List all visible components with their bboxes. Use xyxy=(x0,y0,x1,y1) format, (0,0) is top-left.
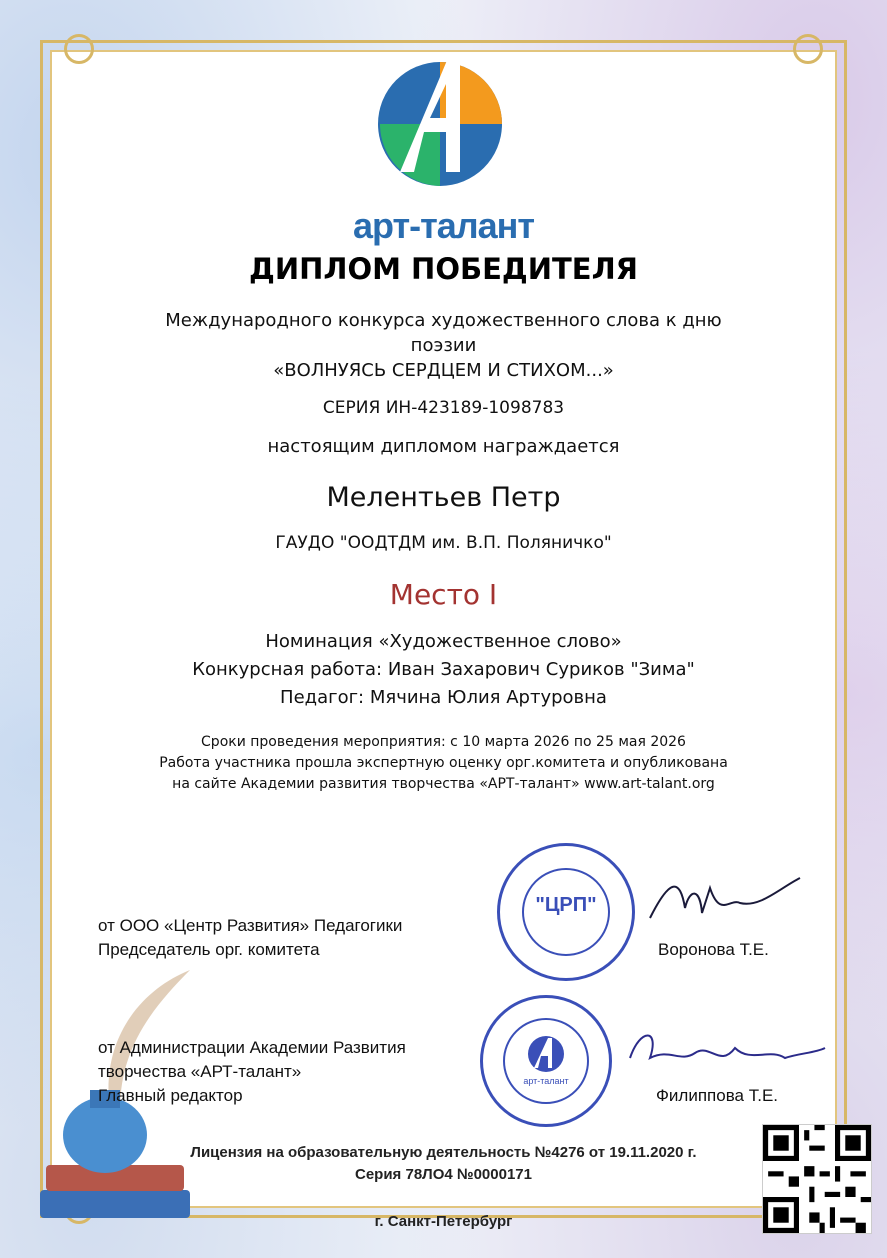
signature-block-center-razvitiya xyxy=(98,914,402,962)
brand-name: арт-талант xyxy=(352,205,535,246)
terms-line: Работа участника прошла экспертную оценку орг.комитета и опубликована xyxy=(159,755,728,771)
terms-line: на сайте Академии развития творчества «АРТ-талант» www.art-talant.org xyxy=(172,776,715,792)
contest-line: «ВОЛНУЯСЬ СЕРДЦЕМ И СТИХОМ...» xyxy=(273,360,614,381)
contest-line: Международного конкурса художественного слова к дню xyxy=(165,310,722,331)
signature-line: Главный редактор xyxy=(98,1086,243,1105)
stamp-text: "ЦРП" xyxy=(535,894,597,916)
handwritten-signature-icon xyxy=(640,868,810,938)
stamp-logo-icon xyxy=(526,1034,566,1074)
official-stamp-icon xyxy=(497,843,635,981)
nomination: Номинация «Художественное слово» xyxy=(265,631,622,652)
series-number: СЕРИЯ ИН-423189-1098783 xyxy=(322,398,565,418)
signature-line: от Администрации Академии Развития xyxy=(98,1038,406,1057)
official-stamp-icon xyxy=(480,995,612,1127)
license-line: Серия 78ЛО4 №0000171 xyxy=(355,1166,532,1183)
art-talant-logo-icon xyxy=(370,52,510,192)
diploma-title: ДИПЛОМ ПОБЕДИТЕЛЯ xyxy=(248,252,638,286)
place-award: Место I xyxy=(389,578,498,611)
signer-name: Воронова Т.Е. xyxy=(658,940,769,959)
contest-description xyxy=(140,308,747,383)
license-info xyxy=(140,1142,747,1186)
city: г. Санкт-Петербург xyxy=(374,1213,513,1230)
signature-block-art-talant xyxy=(98,1036,406,1108)
terms-block xyxy=(120,732,767,795)
awarded-text: настоящим дипломом награждается xyxy=(267,436,620,457)
terms-line: Сроки проведения мероприятия: с 10 марта 2026 по 25 мая 2026 xyxy=(201,734,686,750)
signer-name: Филиппова Т.Е. xyxy=(656,1086,779,1105)
signature-line: творчества «АРТ-талант» xyxy=(98,1062,302,1081)
license-line: Лицензия на образовательную деятельность №4276 от 19.11.2020 г. xyxy=(190,1144,697,1161)
qr-code-icon[interactable] xyxy=(762,1124,872,1234)
participant-name: Мелентьев Петр xyxy=(326,482,561,513)
signature-line: Председатель орг. комитета xyxy=(98,940,320,959)
signature-line: от ООО «Центр Развития» Педагогики xyxy=(98,916,403,935)
contest-line: поэзии xyxy=(410,335,477,356)
handwritten-signature-icon xyxy=(620,1018,830,1088)
contest-work: Конкурсная работа: Иван Захарович Суриков "Зима" xyxy=(192,659,695,680)
participant-organization: ГАУДО "ООДТДМ им. В.П. Поляничко" xyxy=(275,533,612,553)
stamp-text: арт-талант xyxy=(523,1076,569,1086)
corner-ornament xyxy=(64,34,94,64)
teacher: Педагог: Мячина Юлия Артуровна xyxy=(280,687,607,708)
corner-ornament xyxy=(793,34,823,64)
nomination-block xyxy=(140,628,747,712)
